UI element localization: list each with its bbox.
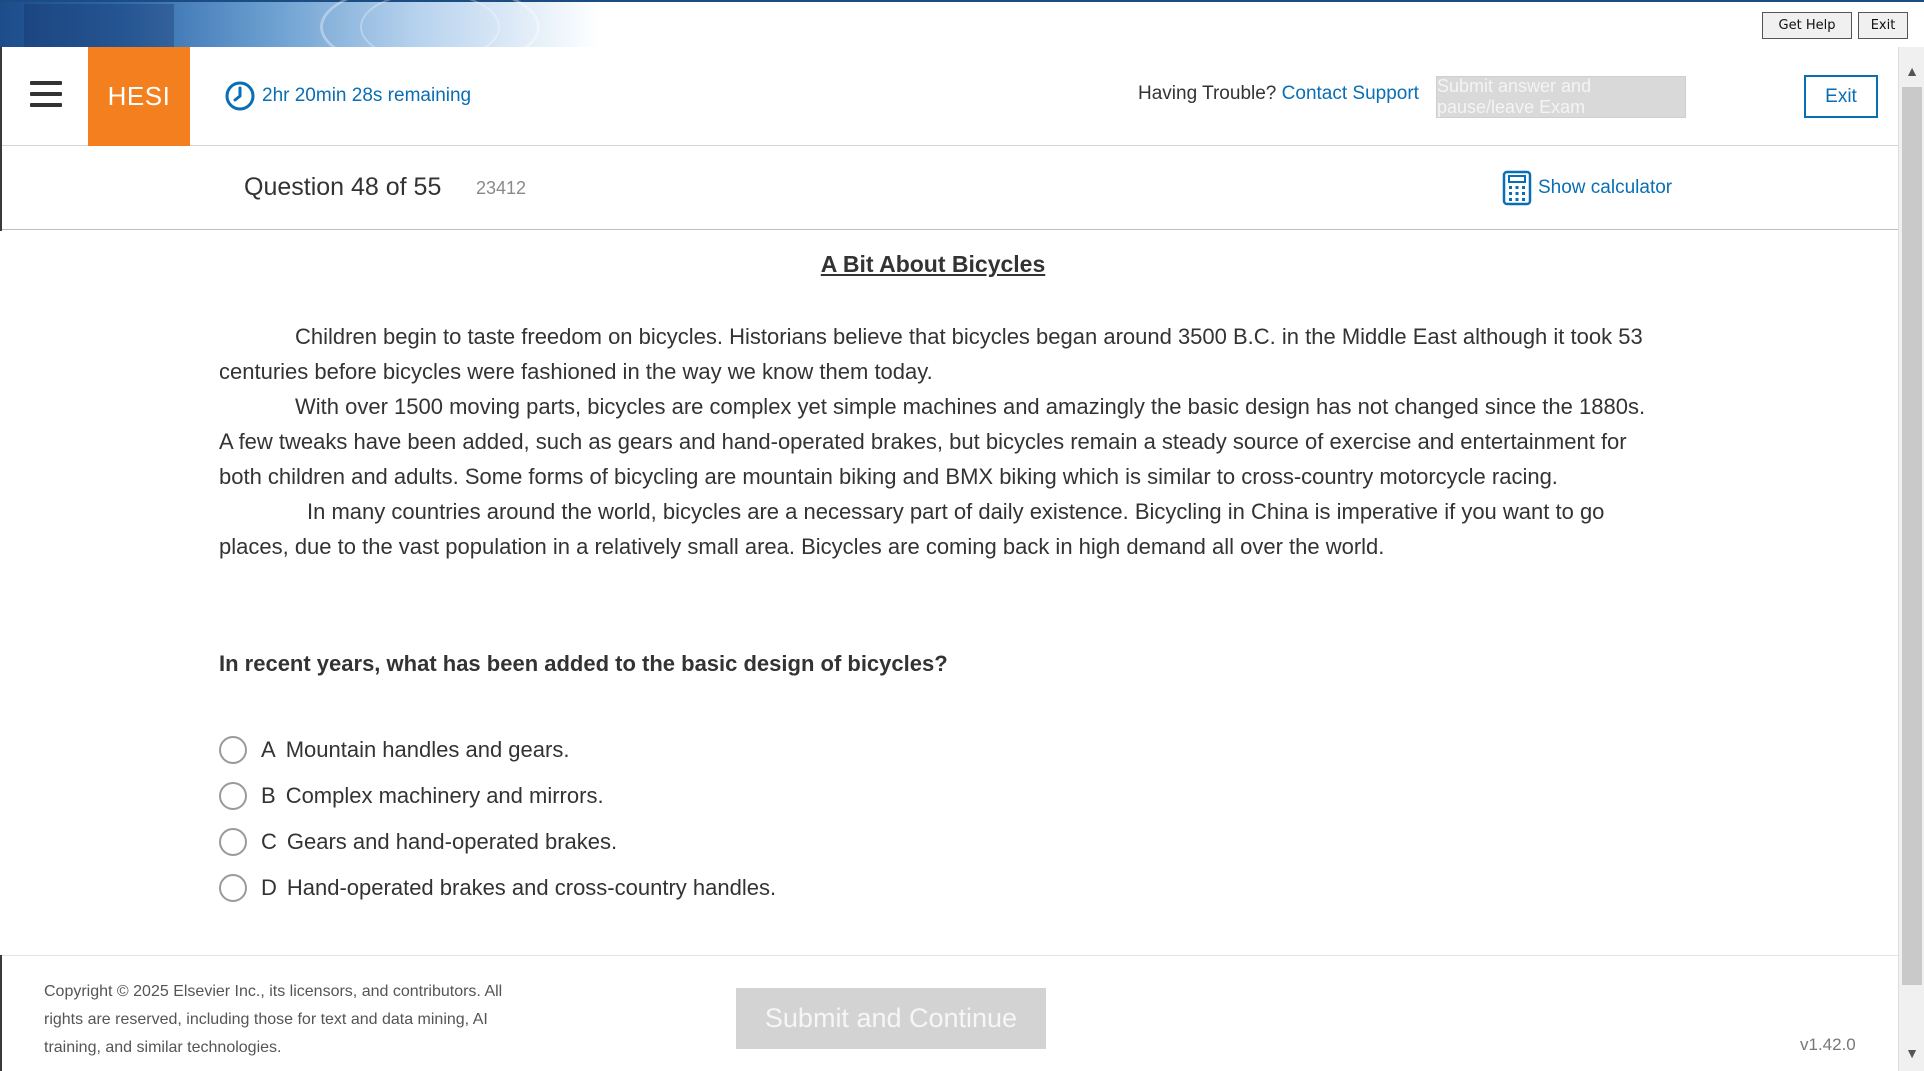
option-text: Mountain handles and gears. bbox=[285, 737, 570, 762]
scroll-down-icon[interactable]: ▼ bbox=[1905, 1045, 1919, 1061]
having-trouble bbox=[1138, 83, 1419, 105]
question-id: 23412 bbox=[476, 178, 527, 198]
vertical-scrollbar[interactable] bbox=[1898, 47, 1924, 1071]
show-calculator-button[interactable] bbox=[1502, 170, 1672, 206]
timer-text: 2hr 20min 28s remaining bbox=[262, 85, 472, 106]
scrollbar-thumb[interactable] bbox=[1902, 87, 1922, 985]
passage-paragraph: With over 1500 moving parts, bicycles are complex yet simple machines and amazingly the basic design has not changed since the 1880s. A few tweaks have been added, such as gears and hand-operated brakes, but bicycles remain a steady source of exercise and entertainment for both children and adults. Some forms of bicycling are mountain biking and BMX biking which is similar to cross-country motorcycle racing. bbox=[219, 394, 1646, 489]
option-text: Complex machinery and mirrors. bbox=[285, 783, 604, 808]
option-letter: B bbox=[261, 783, 276, 808]
question-bar bbox=[2, 147, 1898, 230]
answer-option-d[interactable] bbox=[219, 865, 776, 911]
answer-options bbox=[219, 727, 776, 911]
timer bbox=[224, 80, 471, 112]
question-content bbox=[0, 231, 1896, 955]
question-stem: In recent years, what has been added to the basic design of bicycles? bbox=[219, 651, 948, 676]
scroll-up-icon[interactable]: ▲ bbox=[1905, 63, 1919, 79]
exit-button[interactable]: Exit bbox=[1804, 75, 1878, 118]
passage-paragraph: Children begin to taste freedom on bicycles. Historians believe that bicycles began around 3500 B.C. in the Middle East although it took 53 centuries before bicycles were fashioned in the way we know them today. bbox=[219, 324, 1643, 384]
option-letter: C bbox=[261, 829, 277, 854]
calculator-icon bbox=[1502, 170, 1532, 206]
radio-unselected-icon[interactable] bbox=[219, 828, 247, 856]
hamburger-menu-icon[interactable] bbox=[30, 81, 62, 109]
answer-option-b[interactable] bbox=[219, 773, 776, 819]
contact-support-link[interactable]: Contact Support bbox=[1281, 83, 1419, 104]
option-text: Gears and hand-operated brakes. bbox=[286, 829, 618, 854]
window-exit-button[interactable]: Exit bbox=[1858, 12, 1908, 39]
radio-unselected-icon[interactable] bbox=[219, 874, 247, 902]
radio-unselected-icon[interactable] bbox=[219, 782, 247, 810]
question-number: Question 48 of 55 bbox=[244, 173, 442, 201]
option-letter: D bbox=[261, 875, 277, 900]
copyright-text: Copyright © 2025 Elsevier Inc., its licensors, and contributors. All rights are reserved, including those for text and data mining, AI training, and similar technologies. bbox=[44, 983, 503, 1056]
passage-paragraph: In many countries around the world, bicycles are a necessary part of daily existence. Bicycling in China is imperative if you want to go places, due to the vast population in a relatively small area. Bicycles are coming back in high demand all over the world. bbox=[219, 499, 1605, 559]
radio-unselected-icon[interactable] bbox=[219, 736, 247, 764]
version-label: v1.42.0 bbox=[1800, 1035, 1856, 1054]
hesi-logo: HESI bbox=[88, 47, 190, 146]
clock-icon bbox=[224, 80, 256, 112]
passage-title: A Bit About Bicycles bbox=[820, 251, 1046, 277]
submit-pause-leave-button[interactable]: Submit answer and pause/leave Exam bbox=[1436, 76, 1686, 118]
get-help-button[interactable]: Get Help bbox=[1762, 12, 1852, 39]
option-text: Hand-operated brakes and cross-country handles. bbox=[286, 875, 777, 900]
submit-and-continue-button[interactable]: Submit and Continue bbox=[736, 988, 1046, 1049]
show-calculator-label: Show calculator bbox=[1538, 177, 1673, 198]
passage-body bbox=[219, 319, 1649, 564]
answer-option-a[interactable] bbox=[219, 727, 776, 773]
option-letter: A bbox=[261, 737, 276, 762]
exam-footer bbox=[2, 955, 1898, 1071]
having-trouble-label: Having Trouble? bbox=[1138, 83, 1277, 104]
banner-graphic bbox=[0, 2, 600, 49]
exam-header bbox=[2, 47, 1898, 146]
window-title-strip bbox=[0, 0, 1924, 47]
answer-option-c[interactable] bbox=[219, 819, 776, 865]
